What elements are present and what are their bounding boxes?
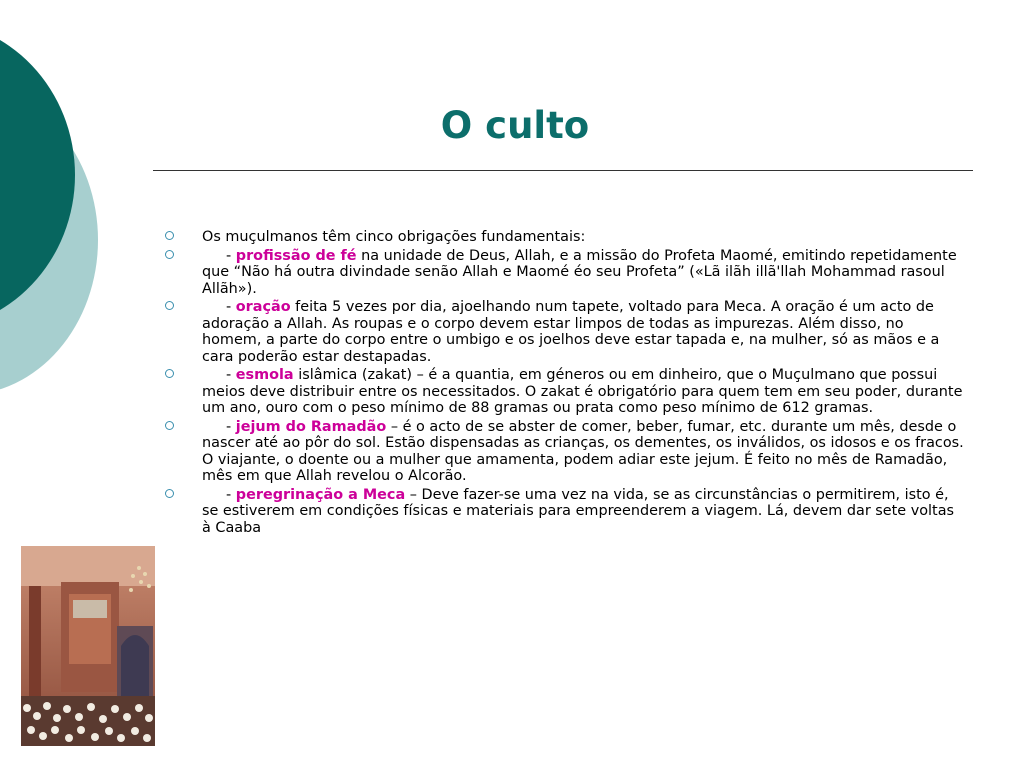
bullet-dash: - [226,247,236,264]
bullet-term: profissão de fé [235,247,357,264]
title-divider [153,170,973,171]
circle-bullet-icon [165,489,174,498]
bullet-dash: - [226,486,236,503]
slide-title: O culto [440,104,590,147]
bullet-dash: - [226,418,236,435]
bullet-profissao-de-fe [165,248,965,298]
bullet-jejum [165,419,965,485]
bullet-intro [165,229,965,246]
bullet-text: – Deve fazer-se uma vez na vida, se as circunstâncias o permitirem, isto é, se estiverem em condições físicas e materiais para empreenderem a viagem. Lá, devem dar sete voltas à Caaba [202,486,955,536]
bullet-text: Os muçulmanos têm cinco obrigações fundamentais: [202,229,586,245]
bullet-text: – é o acto de se abster de comer, beber, fumar, etc. durante um mês, desde o nascer até ao pôr do sol. Estão dispensadas as crianças, os dementes, os inválidos, os idosos e os fracos. O viajante, o doente ou a mulher que amamenta, podem adiar este jejum. É feito no mês de Ramadão, mês em que Allah revelou o Alcorão. [202,418,964,484]
mosque-interior-photo [21,546,155,746]
circle-bullet-icon [165,250,174,259]
circle-bullet-icon [165,369,174,378]
circle-bullet-icon [165,231,174,240]
bullet-text: feita 5 vezes por dia, ajoelhando num tapete, voltado para Meca. A oração é um acto de adoração a Allah. As roupas e o corpo devem estar limpos de todas as impurezas. Além disso, no homem, a parte do corpo entre o umbigo e os joelhos deve estar tapada e, na mulher, só as mãos e a cara poderão estar destapadas. [202,299,940,365]
bullet-list [165,229,965,538]
circle-bullet-icon [165,421,174,430]
bullet-dash: - [226,299,236,315]
bullet-term: peregrinação a Meca [235,486,406,503]
bullet-term: oração [235,299,291,315]
mosque-photo-illustration [21,546,155,746]
bullet-peregrinacao [165,487,965,537]
circle-bullet-icon [165,301,174,310]
bullet-text: na unidade de Deus, Allah, e a missão do Profeta Maomé, emitindo repetidamente que “Não há outra divindade senão Allah e Maomé éo seu Profeta” («Lã ilãh illã'llah Mohammad rasoul Allãh»). [202,247,957,297]
bullet-oracao [165,299,965,365]
bullet-dash: - [226,367,236,383]
bullet-term: jejum do Ramadão [235,418,387,435]
bullet-text: islâmica (zakat) – é a quantia, em géneros ou em dinheiro, que o Muçulmano que possui meios deve distribuir entre os necessitados. O zakat é obrigatório para quem tem em seu poder, durante um ano, ouro com o peso mínimo de 88 gramas ou prata como peso mínimo de 612 gramas. [202,367,963,416]
bullet-esmola [165,367,965,417]
bullet-term: esmola [235,367,294,383]
